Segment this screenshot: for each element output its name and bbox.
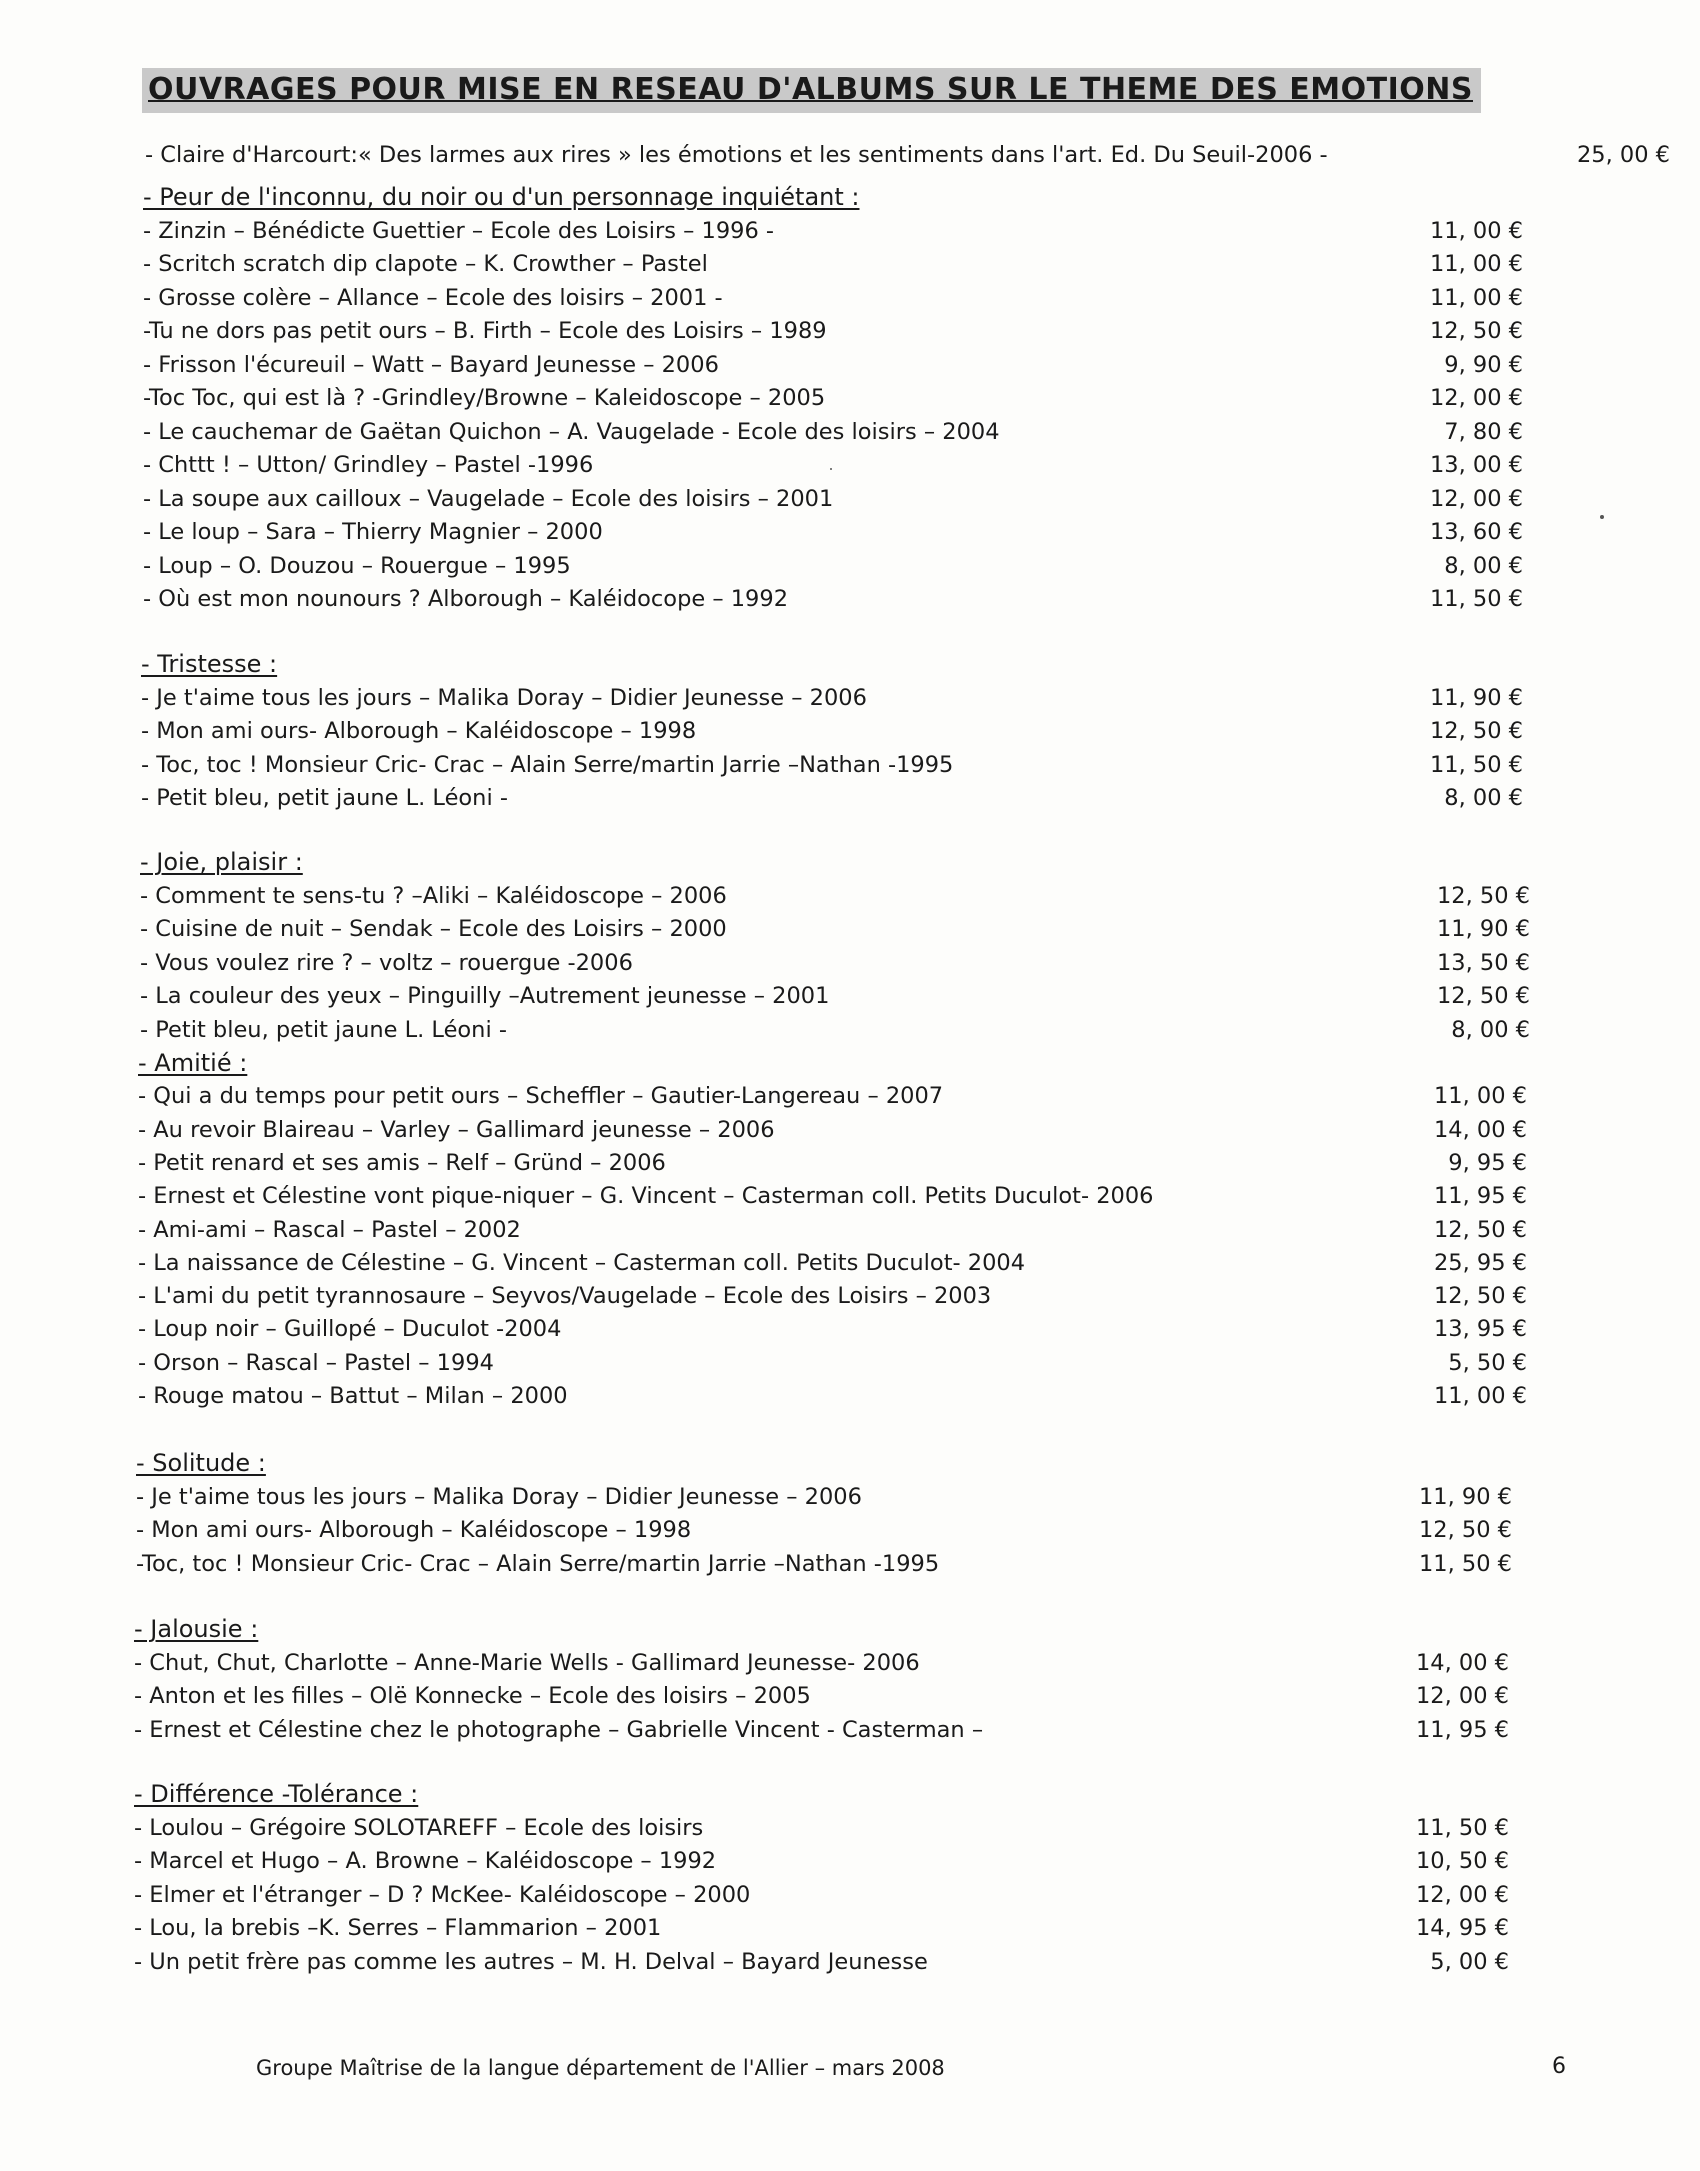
entry-price: 12, 00 € (1415, 1881, 1509, 1908)
entry-text: - Mon ami ours- Alborough – Kaléidoscope – 1998 (141, 718, 697, 744)
entry-price: 11, 90 € (1429, 684, 1523, 711)
section-heading-text: - Joie, plaisir : (140, 848, 303, 876)
entry-price: 7, 80 € (1444, 418, 1523, 445)
entry-text: - Je t'aime tous les jours – Malika Doray – Didier Jeunesse – 2006 (141, 684, 867, 711)
entry-price: 25, 95 € (1433, 1249, 1527, 1276)
section-heading (143, 180, 859, 214)
entry-text: - Le loup – Sara – Thierry Magnier – 2000 (143, 519, 603, 545)
entry-text: - Mon ami ours- Alborough – Kaléidoscope – 1998 (136, 1517, 692, 1543)
entry-text: - Anton et les filles – Olë Konnecke – Ecole des loisirs – 2005 (134, 1683, 811, 1709)
entry-price: 11, 90 € (1418, 1483, 1512, 1510)
section-heading (134, 1612, 258, 1646)
entry-price: 14, 00 € (1433, 1116, 1527, 1143)
entry-text: - La naissance de Célestine – G. Vincent – Casterman coll. Petits Duculot- 2004 (138, 1249, 1026, 1276)
entry-text: - La soupe aux cailloux – Vaugelade – Ecole des loisirs – 2001 (143, 485, 834, 512)
entry-price: 8, 00 € (1444, 785, 1523, 811)
entry-price: 11, 50 € (1429, 586, 1523, 612)
section-heading (140, 845, 303, 879)
entry-price: 13, 95 € (1433, 1316, 1527, 1343)
entry-text: - Comment te sens-tu ? –Aliki – Kaléidoscope – 2006 (140, 882, 727, 909)
entry-text: -Toc Toc, qui est là ? -Grindley/Browne – Kaleidoscope – 2005 (143, 385, 826, 411)
entry-text: - Lou, la brebis –K. Serres – Flammarion – 2001 (134, 1915, 662, 1941)
entry-text: - Ami-ami – Rascal – Pastel – 2002 (138, 1216, 521, 1243)
section-heading-text: - Peur de l'inconnu, du noir ou d'un personnage inquiétant : (143, 183, 860, 211)
page-number: 6 (1552, 2054, 1566, 2079)
entry-price: 14, 95 € (1415, 1915, 1509, 1941)
entry-price: 11, 00 € (1429, 251, 1523, 277)
entry-text: - Scritch scratch dip clapote – K. Crowther – Pastel (143, 251, 708, 277)
entry-price: 11, 95 € (1415, 1716, 1509, 1743)
entry-text: - Elmer et l'étranger – D ? McKee- Kaléidoscope – 2000 (134, 1881, 751, 1908)
section-heading-text: - Tristesse : (141, 650, 278, 678)
entry-text: - La couleur des yeux – Pinguilly –Autrement jeunesse – 2001 (140, 983, 830, 1009)
entry-price: 9, 95 € (1448, 1149, 1527, 1176)
entry-text: - Qui a du temps pour petit ours – Scheffler – Gautier-Langereau – 2007 (138, 1083, 944, 1110)
entry-price: 13, 60 € (1429, 519, 1523, 545)
entry-price: 12, 50 € (1433, 1283, 1527, 1310)
entry-text: - L'ami du petit tyrannosaure – Seyvos/Vaugelade – Ecole des Loisirs – 2003 (138, 1283, 992, 1310)
entry-text: - Toc, toc ! Monsieur Cric- Crac – Alain Serre/martin Jarrie –Nathan -1995 (141, 751, 954, 778)
entry-price: 12, 50 € (1429, 318, 1523, 344)
entry-text: - Au revoir Blaireau – Varley – Gallimard jeunesse – 2006 (138, 1116, 775, 1143)
section-heading (136, 1446, 266, 1480)
entry-text: -Tu ne dors pas petit ours – B. Firth – Ecole des Loisirs – 1989 (143, 318, 827, 344)
entry-price: 5, 50 € (1448, 1349, 1527, 1376)
document-title: OUVRAGES POUR MISE EN RESEAU D'ALBUMS SUR LE THEME DES EMOTIONS (142, 68, 1481, 113)
section-heading-text: - Différence -Tolérance : (134, 1780, 419, 1808)
section-heading (138, 1046, 247, 1080)
entry-text: - Ernest et Célestine chez le photographe – Gabrielle Vincent - Casterman – (134, 1716, 984, 1743)
section-heading-text: - Jalousie : (134, 1615, 259, 1643)
entry-price: 11, 00 € (1429, 217, 1523, 244)
entry-text: - Frisson l'écureuil – Watt – Bayard Jeunesse – 2006 (143, 351, 719, 378)
entry-text: - Loup – O. Douzou – Rouergue – 1995 (143, 552, 571, 579)
entry-text: - Zinzin – Bénédicte Guettier – Ecole des Loisirs – 1996 - (143, 217, 775, 244)
section-heading-text: - Solitude : (136, 1449, 266, 1477)
entry-text: - Cuisine de nuit – Sendak – Ecole des Loisirs – 2000 (140, 916, 727, 942)
entry-text: -Toc, toc ! Monsieur Cric- Crac – Alain Serre/martin Jarrie –Nathan -1995 (136, 1550, 940, 1577)
entry-price: 11, 00 € (1433, 1383, 1527, 1409)
entry-price: 8, 00 € (1451, 1016, 1530, 1043)
entry-text: - Un petit frère pas comme les autres – M. H. Delval – Bayard Jeunesse (134, 1948, 928, 1975)
entry-price: 12, 00 € (1415, 1683, 1509, 1709)
entry-text: - Orson – Rascal – Pastel – 1994 (138, 1349, 494, 1376)
entry-price: 12, 50 € (1436, 983, 1530, 1009)
entry-text: - Petit renard et ses amis – Relf – Gründ – 2006 (138, 1149, 666, 1176)
entry-price: 11, 95 € (1433, 1183, 1527, 1210)
entry-text: - Chut, Chut, Charlotte – Anne-Marie Wells - Gallimard Jeunesse- 2006 (134, 1649, 920, 1676)
entry-text: - Je t'aime tous les jours – Malika Doray – Didier Jeunesse – 2006 (136, 1483, 862, 1510)
entry-price: 11, 50 € (1429, 751, 1523, 778)
entry-price: 5, 00 € (1430, 1948, 1509, 1975)
entry-price: 25, 00 € (1576, 142, 1670, 168)
entry-price: 12, 50 € (1433, 1216, 1527, 1243)
entry-text: - Grosse colère – Allance – Ecole des loisirs – 2001 - (143, 284, 723, 311)
entry-price: 9, 90 € (1444, 351, 1523, 378)
entry-price: 11, 00 € (1429, 284, 1523, 311)
entry-text: - Loup noir – Guillopé – Duculot -2004 (138, 1316, 562, 1343)
entry-price: 11, 90 € (1436, 916, 1530, 942)
entry-text: - Chttt ! – Utton/ Grindley – Pastel -1996 (143, 452, 594, 478)
entry-text: - Le cauchemar de Gaëtan Quichon – A. Vaugelade - Ecole des loisirs – 2004 (143, 418, 1000, 445)
entry-price: 10, 50 € (1415, 1848, 1509, 1874)
entry-text: - Petit bleu, petit jaune L. Léoni - (141, 785, 508, 811)
entry-price: 13, 50 € (1436, 949, 1530, 976)
entry-text: - Rouge matou – Battut – Milan – 2000 (138, 1383, 568, 1409)
section-heading (134, 1777, 418, 1811)
entry-price: 12, 00 € (1429, 485, 1523, 512)
scan-speck (1600, 515, 1604, 519)
scan-speck (830, 468, 832, 470)
entry-price: 11, 00 € (1433, 1083, 1527, 1110)
entry-price: 14, 00 € (1415, 1649, 1509, 1676)
entry-price: 11, 50 € (1415, 1814, 1509, 1841)
entry-price: 11, 50 € (1418, 1550, 1512, 1577)
footer: Groupe Maîtrise de la langue département de l'Allier – mars 2008 (256, 2056, 945, 2080)
section-heading-text: - Amitié : (138, 1049, 248, 1077)
entry-price: 12, 50 € (1418, 1517, 1512, 1543)
entry-text: - Ernest et Célestine vont pique-niquer – G. Vincent – Casterman coll. Petits Duculot- 2006 (138, 1183, 1154, 1210)
entry-price: 13, 00 € (1429, 452, 1523, 478)
entry-text: - Loulou – Grégoire SOLOTAREFF – Ecole des loisirs (134, 1814, 704, 1841)
section-heading (141, 647, 277, 681)
entry-price: 12, 00 € (1429, 385, 1523, 411)
entry-price: 12, 50 € (1429, 718, 1523, 744)
entry-text: - Petit bleu, petit jaune L. Léoni - (140, 1016, 507, 1043)
entry-price: 8, 00 € (1444, 552, 1523, 579)
entry-text: - Vous voulez rire ? – voltz – rouergue -2006 (140, 949, 633, 976)
entry-price: 12, 50 € (1436, 882, 1530, 909)
entry-text: - Où est mon nounours ? Alborough – Kaléidocope – 1992 (143, 586, 789, 612)
entry-text: - Claire d'Harcourt:« Des larmes aux rires » les émotions et les sentiments dans l'art. Ed. Du Seuil-2006 - (145, 142, 1328, 168)
entry-text: - Marcel et Hugo – A. Browne – Kaléidoscope – 1992 (134, 1848, 717, 1874)
